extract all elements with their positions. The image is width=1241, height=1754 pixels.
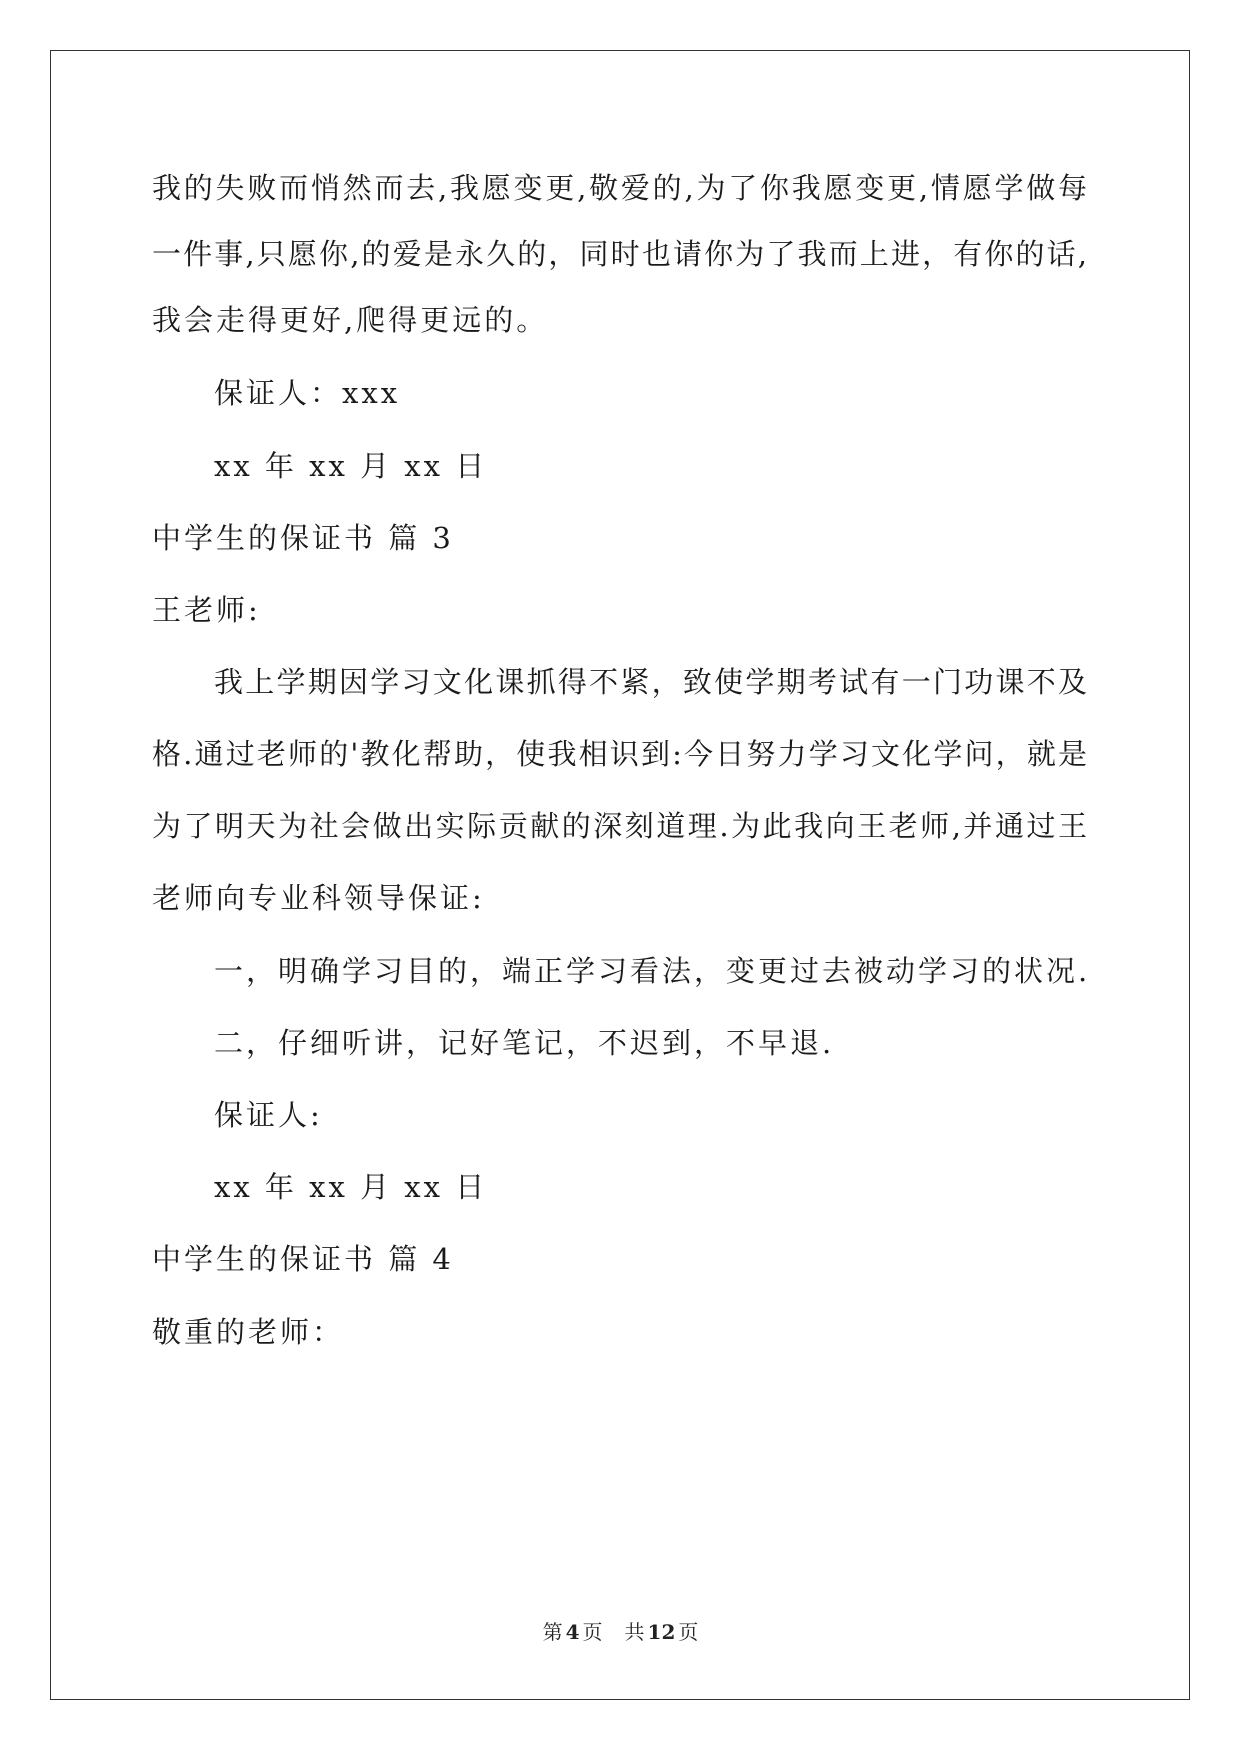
paragraph-line-5: 格.通过老师的'教化帮助，使我相识到:今日努力学习文化学问，就是 xyxy=(152,737,1087,771)
pledge-item-1: 一，明确学习目的，端正学习看法，变更过去被动学习的状况. xyxy=(214,954,1091,988)
pledge-item-2: 二，仔细听讲，记好笔记，不迟到，不早退. xyxy=(214,1026,835,1060)
page-footer xyxy=(0,1620,1241,1644)
paragraph-line-1: 我的失败而悄然而去,我愿变更,敬爱的,为了你我愿变更,情愿学做每 xyxy=(152,171,1087,205)
section-heading-3: 中学生的保证书 篇 3 xyxy=(152,521,454,555)
total-unit: 页 xyxy=(678,1620,699,1644)
guarantor-signature: 保证人：xxx xyxy=(214,376,401,410)
signature-date: xx 年 xx 月 xx 日 xyxy=(214,449,488,483)
salutation: 王老师: xyxy=(152,593,261,627)
signature-date-2: xx 年 xx 月 xx 日 xyxy=(214,1170,488,1204)
paragraph-line-2: 一件事,只愿你,的爱是永久的，同时也请你为了我而上进，有你的话, xyxy=(152,237,1087,271)
paragraph-line-4: 我上学期因学习文化课抓得不紧，致使学期考试有一门功课不及 xyxy=(214,665,1087,699)
guarantor-signature-2: 保证人: xyxy=(214,1098,323,1132)
paragraph-line-6: 为了明天为社会做出实际贡献的深刻道理.为此我向王老师,并通过王 xyxy=(152,809,1087,843)
page-border xyxy=(50,50,1190,1700)
total-pages: 12 xyxy=(647,1620,676,1644)
salutation-2: 敬重的老师： xyxy=(152,1315,345,1349)
total-prefix: 共 xyxy=(624,1620,645,1644)
paragraph-line-3: 我会走得更好,爬得更远的。 xyxy=(152,303,549,337)
page-number: 4 xyxy=(565,1620,580,1644)
page-prefix: 第 xyxy=(542,1620,563,1644)
section-heading-4: 中学生的保证书 篇 4 xyxy=(152,1242,454,1276)
page-unit: 页 xyxy=(582,1620,603,1644)
paragraph-line-7: 老师向专业科领导保证: xyxy=(152,881,485,915)
